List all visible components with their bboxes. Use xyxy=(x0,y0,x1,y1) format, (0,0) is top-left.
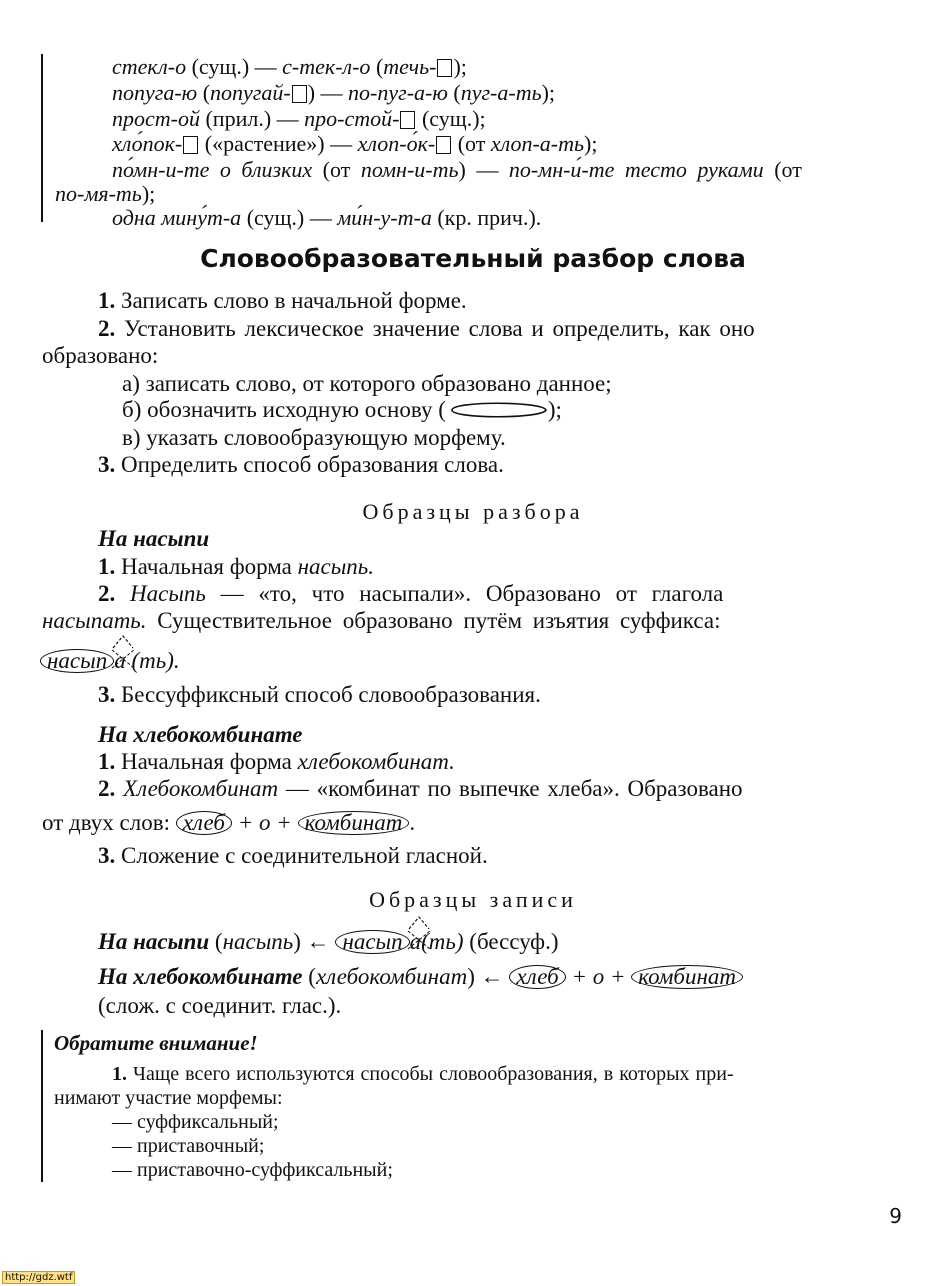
step-text: Записать слово в начальной форме. xyxy=(115,288,467,313)
text: ); xyxy=(453,54,467,79)
base-oval: насып xyxy=(40,649,114,673)
word: хлоп-о́к- xyxy=(357,131,436,156)
samples-title: Образцы разбора xyxy=(362,499,584,524)
text: — «то, что насыпали». Образовано от глагола xyxy=(205,581,724,606)
text: ) ← xyxy=(467,964,510,989)
step-2b xyxy=(122,397,562,423)
word: Хлебокомбинат xyxy=(123,776,279,801)
word: хло́пок- xyxy=(112,131,183,156)
text: ) — xyxy=(307,80,349,105)
text: (кр. прич.). xyxy=(431,205,542,230)
text: (сущ.); xyxy=(416,106,486,131)
word: насыпь xyxy=(222,929,294,954)
text: (прил.) — xyxy=(199,106,305,131)
step-number: 1. xyxy=(98,749,116,774)
root-oval: хлеб xyxy=(176,811,232,835)
removed-suffix xyxy=(410,929,422,955)
zero-ending-box xyxy=(183,136,198,154)
word: течь- xyxy=(383,54,437,79)
step-text: ); xyxy=(547,397,562,422)
word: хлебокомбинат xyxy=(315,964,468,989)
margin-bar-note xyxy=(41,1030,43,1182)
cross-letter: а xyxy=(409,929,422,954)
example-1-scheme xyxy=(40,648,180,674)
word: ми́н-у-т-а xyxy=(337,205,432,230)
note-p1 xyxy=(112,1062,734,1086)
step-2 xyxy=(98,316,755,342)
text: (бессуф.) xyxy=(463,929,559,954)
word: прост-ой xyxy=(112,106,200,131)
example-1-p2 xyxy=(98,581,723,607)
text: (сущ.) — xyxy=(241,205,338,230)
margin-bar-top xyxy=(41,54,43,222)
text: ( xyxy=(197,80,211,105)
root-oval: хлеб xyxy=(509,965,565,989)
step-number: 1. xyxy=(98,288,116,313)
cross-letter: а xyxy=(114,648,126,673)
example-1-p1 xyxy=(98,554,374,580)
base-oval: насып xyxy=(335,930,409,954)
word: Насыпь xyxy=(130,581,206,606)
word: хлоп-а-ть xyxy=(490,131,585,156)
zero-ending-box xyxy=(436,136,451,154)
text: ( xyxy=(370,54,384,79)
text: (сущ.) — xyxy=(186,54,283,79)
record-2 xyxy=(98,964,743,990)
suffix-wedge-icon xyxy=(406,913,432,953)
zero-ending-box xyxy=(292,85,307,103)
record-1 xyxy=(98,929,559,955)
page-number: 9 xyxy=(889,1204,902,1228)
text: (от xyxy=(763,157,802,182)
base-oval-icon xyxy=(446,398,548,422)
step-number: 3. xyxy=(98,843,116,868)
word: попугай- xyxy=(210,80,291,105)
text: от двух слов: xyxy=(42,810,176,835)
record-title: На хлебокомбинате xyxy=(98,964,303,989)
example-2-p2b xyxy=(42,810,415,836)
step-2a: а) записать слово, от которого образовано данное; xyxy=(122,371,612,396)
text: ( xyxy=(302,964,316,989)
ending: (ть) xyxy=(421,929,464,954)
connector: + о + xyxy=(565,964,632,989)
text: ( xyxy=(447,80,461,105)
example-2-title: На хлебокомбинате xyxy=(98,722,303,747)
word: по-мн-и́-те тесто руками xyxy=(508,157,764,182)
watermark-link[interactable]: http://gdz.wtf xyxy=(2,1271,75,1284)
word: с-тек-л-о xyxy=(282,54,371,79)
step-number: 2. xyxy=(98,316,116,341)
zero-ending-box xyxy=(400,111,415,129)
text: Начальная форма xyxy=(115,554,298,579)
text: (от xyxy=(452,131,491,156)
records-title: Образцы записи xyxy=(369,887,577,912)
step-number: 1. xyxy=(112,1063,127,1085)
text: Существительное образовано путём изъятия суффикса: xyxy=(146,608,721,633)
example-line-3 xyxy=(112,106,486,132)
step-number: 2. xyxy=(98,581,116,606)
record-2-cont: (слож. с соединит. глас.). xyxy=(98,993,342,1018)
text: ); xyxy=(141,181,156,206)
root-oval: комбинат xyxy=(631,965,743,989)
word: пуг-а-ть xyxy=(460,80,542,105)
note-item-2: — приставочный; xyxy=(112,1135,265,1157)
note-item-1: — суффиксальный; xyxy=(112,1111,279,1133)
step-number: 3. xyxy=(98,682,116,707)
example-line-1 xyxy=(112,54,467,80)
zero-ending-box xyxy=(437,59,452,77)
ending: (ть). xyxy=(125,648,180,673)
note-p1b: нимают участие морфемы: xyxy=(54,1087,283,1109)
word: по́мн-и-те о близких xyxy=(112,157,313,182)
word: по-мя-ть xyxy=(55,181,142,206)
word: насыпь. xyxy=(297,554,375,579)
example-2-p3 xyxy=(98,843,488,869)
connector: + о + xyxy=(232,810,298,835)
word: помн-и-ть xyxy=(360,157,459,182)
example-1-p3 xyxy=(98,682,541,708)
text: ); xyxy=(541,80,556,105)
step-text: Установить лексическое значение слова и определить, как оно xyxy=(115,316,755,341)
step-number: 3. xyxy=(98,452,116,477)
word: попуга-ю xyxy=(112,80,198,105)
example-line-5 xyxy=(112,157,802,183)
step-2c: в) указать словообразующую морфему. xyxy=(122,425,506,450)
step-text: Определить способ образования слова. xyxy=(115,452,504,477)
step-text: б) обозначить исходную основу ( xyxy=(122,397,446,422)
step-3 xyxy=(98,452,504,478)
text: Чаще всего используются способы словообразования, в которых при- xyxy=(127,1063,734,1085)
example-line-7 xyxy=(112,205,541,231)
text: ); xyxy=(584,131,598,156)
step-1 xyxy=(98,288,467,314)
text: Бессуффиксный способ словообразования. xyxy=(115,682,541,707)
example-line-2 xyxy=(112,80,555,106)
text: — «комбинат по выпечке хлеба». Образовано xyxy=(278,776,743,801)
note-item-3: — приставочно-суффиксальный; xyxy=(112,1159,393,1181)
word: одна мину́т-а xyxy=(112,205,242,230)
example-2-p2 xyxy=(98,776,743,802)
example-1-p2b xyxy=(42,608,720,634)
text: ) — xyxy=(458,157,509,182)
example-2-p1 xyxy=(98,749,455,775)
word: стекл-о xyxy=(112,54,187,79)
note-title: Обратите внимание! xyxy=(54,1031,258,1055)
example-line-6 xyxy=(55,181,155,207)
step-2-cont: образовано: xyxy=(42,343,159,368)
text: («растение») — xyxy=(199,131,358,156)
word: насыпать. xyxy=(42,608,147,633)
step-number: 1. xyxy=(98,554,116,579)
word: про-стой- xyxy=(304,106,400,131)
text: Сложение с соединительной гласной. xyxy=(115,843,488,868)
example-line-4 xyxy=(112,131,598,157)
text: Начальная форма xyxy=(115,749,298,774)
text: (от xyxy=(312,157,361,182)
text: ( xyxy=(209,929,223,954)
example-1-title: На насыпи xyxy=(98,526,210,551)
root-oval: комбинат xyxy=(298,811,410,835)
record-title: На насыпи xyxy=(98,929,210,954)
text: . xyxy=(409,810,416,835)
removed-suffix xyxy=(114,648,126,674)
word: хлебокомбинат. xyxy=(297,749,455,774)
text: ) ← xyxy=(293,929,336,954)
section-heading: Словообразовательный разбор слова xyxy=(200,244,746,273)
step-number: 2. xyxy=(98,776,116,801)
word: по-пуг-а-ю xyxy=(348,80,448,105)
suffix-wedge-icon xyxy=(110,632,136,672)
